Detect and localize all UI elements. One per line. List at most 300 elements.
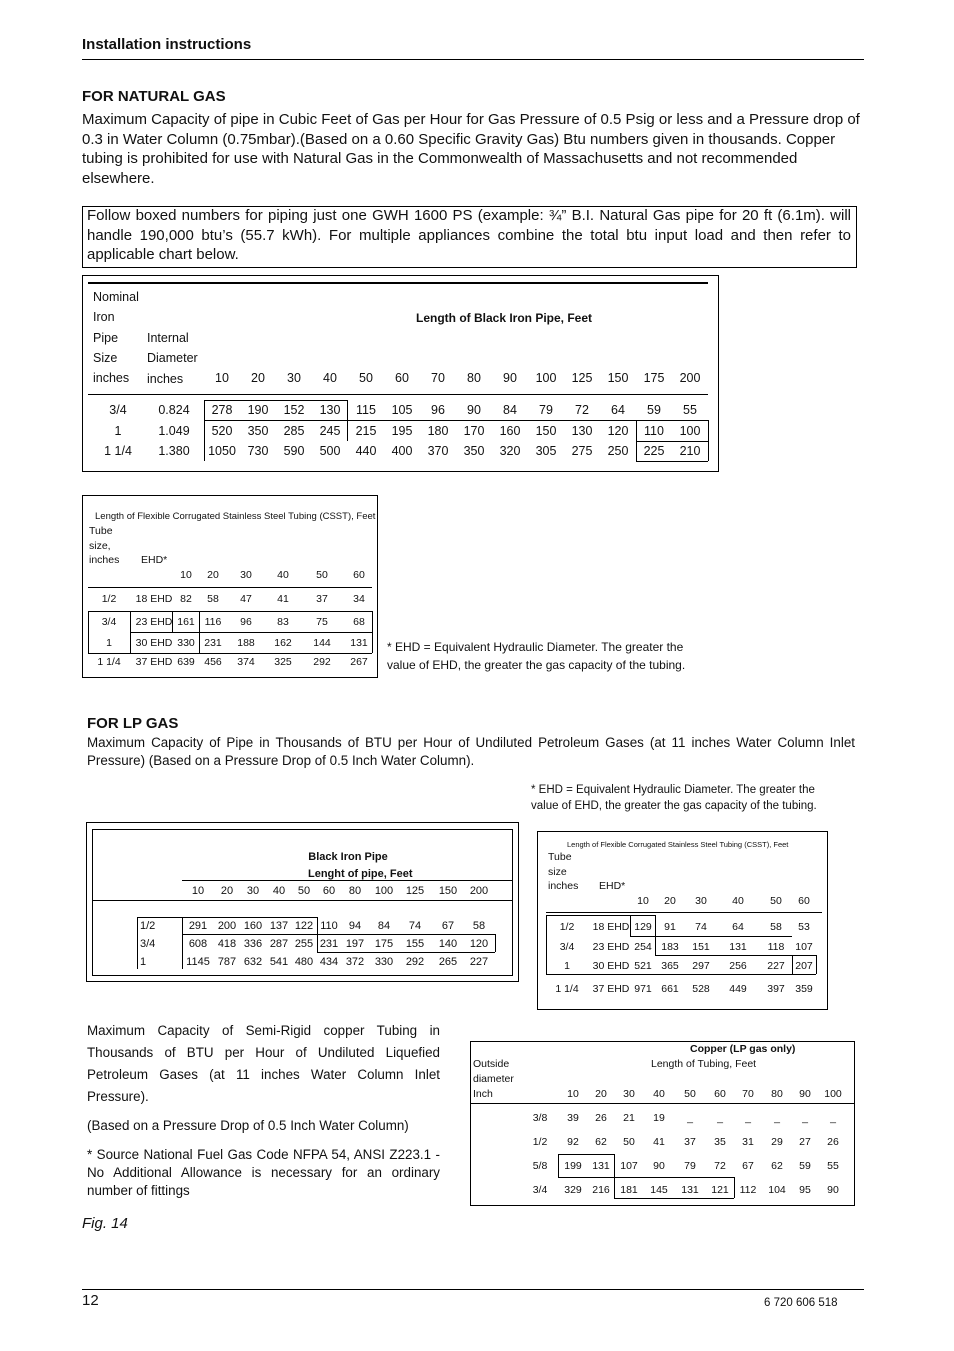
ng-iron-cell: 100 xyxy=(679,424,701,438)
ng-csst-cell: 96 xyxy=(240,616,252,628)
ng-iron-cell: 350 xyxy=(247,424,269,438)
lp-csst-title: Length of Flexible Corrugated Stainless Steel Tubing (CSST), Feet xyxy=(567,840,789,849)
lp-iron-cell: 227 xyxy=(469,956,489,968)
lp-csst-col2-header: EHD* xyxy=(599,880,626,892)
copper-length-header: 70 xyxy=(742,1088,754,1100)
ng-iron-col1-header: Pipe xyxy=(93,330,119,345)
lp-iron-cell: 608 xyxy=(188,938,208,950)
ng-csst-col1-header: Tube xyxy=(89,525,113,537)
ng-csst-cell: 456 xyxy=(204,656,222,668)
ng-csst-cell: 330 xyxy=(177,637,195,649)
box-rule xyxy=(546,974,816,975)
ng-csst-cell: 116 xyxy=(204,616,222,628)
ng-iron-col2-header: Internal xyxy=(147,331,189,345)
ng-iron-cell: 440 xyxy=(355,444,377,458)
box-rule xyxy=(204,400,347,401)
ng-csst-cell: 131 xyxy=(350,637,368,649)
lp-iron-length-header: 125 xyxy=(405,885,425,897)
lp-csst-row-size: 1 xyxy=(564,960,570,972)
ng-iron-cell: 1050 xyxy=(208,444,236,458)
lp-csst-cell: 58 xyxy=(770,921,782,933)
lp-iron-cell: 265 xyxy=(438,956,458,968)
ng-iron-col2-header: Diameter xyxy=(147,351,198,366)
copper-cell: _ xyxy=(774,1112,780,1124)
ng-iron-title: Length of Black Iron Pipe, Feet xyxy=(416,311,593,325)
ng-iron-cell: 590 xyxy=(283,444,305,458)
lp-iron-length-header: 30 xyxy=(246,885,260,897)
ng-iron-cell: 110 xyxy=(644,424,664,438)
copper-cell: 67 xyxy=(742,1160,754,1172)
lp-iron-cell: 287 xyxy=(269,938,289,950)
copper-cell: 26 xyxy=(595,1112,607,1124)
lp-iron-length-header: 50 xyxy=(297,885,311,897)
box-rule xyxy=(636,461,708,462)
copper-col1-header: diameter xyxy=(473,1073,514,1085)
ng-iron-length-header: 90 xyxy=(503,371,517,385)
ng-csst-cell: 58 xyxy=(207,593,219,605)
copper-cell: 19 xyxy=(653,1112,665,1124)
ng-iron-cell: 520 xyxy=(211,424,233,438)
ng-iron-row-size: 1 xyxy=(114,424,122,438)
copper-text-p3: * Source National Fuel Gas Code NFPA 54, ANSI Z223.1 - No Additional Allowance is necessary for an ordinary number of fittings xyxy=(87,1147,440,1198)
ng-csst-col2-header: EHD* xyxy=(141,554,168,566)
lp-iron-cell: 291 xyxy=(188,920,208,932)
box-rule xyxy=(546,915,547,974)
lp-csst-row-size: 3/4 xyxy=(559,941,575,953)
ng-csst-col1-header: size, xyxy=(89,539,111,552)
box-rule xyxy=(372,611,373,653)
ng-csst-cell: 267 xyxy=(350,656,368,668)
copper-cell: 131 xyxy=(592,1160,610,1172)
ng-csst-cell: 639 xyxy=(177,656,195,668)
ng-csst-title: Length of Flexible Corrugated Stainless Steel Tubing (CSST), Feet xyxy=(95,511,376,522)
lp-iron-row-size: 3/4 xyxy=(140,938,156,950)
lp-iron-subtitle: Lenght of pipe, Feet xyxy=(308,868,413,880)
ng-csst-cell: 41 xyxy=(277,593,289,605)
copper-cell: 107 xyxy=(620,1160,638,1172)
copper-cell: 112 xyxy=(739,1184,757,1196)
ng-csst-row-size: 1/2 xyxy=(101,593,117,605)
copper-cell: 329 xyxy=(564,1184,582,1196)
ng-csst-row-ehd: 23 EHD xyxy=(135,616,173,628)
ng-csst-row-ehd: 37 EHD xyxy=(135,656,173,668)
ng-iron-col1-header: inches xyxy=(93,371,130,386)
box-rule xyxy=(655,915,656,955)
lp-iron-cell: 372 xyxy=(345,956,365,968)
lp-csst-row-ehd: 30 EHD xyxy=(592,960,630,972)
copper-row-size: 3/8 xyxy=(532,1112,548,1124)
ng-iron-cell: 305 xyxy=(535,444,557,458)
ng-iron-length-header: 40 xyxy=(323,371,337,385)
ng-csst-length-header: 50 xyxy=(316,569,328,581)
ng-iron-cell: 500 xyxy=(319,444,341,458)
lp-iron-cell: 110 xyxy=(320,920,338,932)
lp-iron-cell: 137 xyxy=(269,920,289,932)
lp-csst-length-header: 40 xyxy=(732,895,744,907)
lp-csst-cell: 449 xyxy=(729,983,747,995)
copper-cell: 92 xyxy=(567,1136,579,1148)
copper-cell: 35 xyxy=(714,1136,726,1148)
ng-csst-cell: 188 xyxy=(237,637,255,649)
box-rule xyxy=(182,917,183,969)
box-rule xyxy=(558,1154,559,1177)
lp-iron-cell: 292 xyxy=(405,956,425,968)
lp-csst-length-header: 30 xyxy=(695,895,707,907)
lp-csst-cell: 227 xyxy=(767,960,785,972)
copper-cell: 145 xyxy=(650,1184,668,1196)
lp-iron-cell: 632 xyxy=(243,956,263,968)
copper-row-size: 5/8 xyxy=(532,1160,548,1172)
lp-iron-cell: 336 xyxy=(243,938,263,950)
lp-iron-length-header: 80 xyxy=(348,885,362,897)
ng-iron-col1-header: Nominal xyxy=(93,290,139,304)
natural-gas-intro: Maximum Capacity of pipe in Cubic Feet of Gas per Hour for Gas Pressure of 0.5 Psig or less and a Pressure drop of 0.3 in Water Column (0.75mbar).(Based on a 0.60 Specific Gravity Gas) Btu numbers given in thousands. Copper tubing is prohibited for use with Natural Gas in the Commonwealth of Massachusetts and not recommended elsewhere. xyxy=(82,111,860,187)
copper-cell: _ xyxy=(802,1112,808,1124)
ng-iron-length-header: 60 xyxy=(395,371,409,385)
box-rule xyxy=(172,611,199,612)
natural-gas-heading: FOR NATURAL GAS xyxy=(82,88,226,105)
lp-csst-row-ehd: 23 EHD xyxy=(592,941,630,953)
lp-csst-length-header: 60 xyxy=(798,895,810,907)
lp-csst-cell: 74 xyxy=(695,921,707,933)
copper-cell: 27 xyxy=(799,1136,811,1148)
box-rule xyxy=(137,917,138,969)
ng-iron-cell: 225 xyxy=(643,444,665,458)
lp-csst-cell: 297 xyxy=(692,960,710,972)
box-rule xyxy=(347,400,348,441)
lp-csst-row-size: 1 1/4 xyxy=(555,983,579,995)
box-rule xyxy=(182,934,317,935)
lp-csst-cell: 107 xyxy=(795,941,813,953)
lp-iron-title: Black Iron Pipe xyxy=(308,851,388,863)
lp-iron-cell: 541 xyxy=(269,956,289,968)
ng-csst-row-ehd: 30 EHD xyxy=(135,637,173,649)
box-rule xyxy=(546,912,822,913)
copper-cell: 121 xyxy=(711,1184,729,1196)
lp-csst-cell: 397 xyxy=(767,983,785,995)
ng-iron-col2-header: inches xyxy=(147,371,184,386)
ng-iron-cell: 730 xyxy=(247,444,269,458)
copper-text-p1: Maximum Capacity of Semi-Rigid copper Tubing in Thousands of BTU per Hour of Undiluted Liquefied Petroleum Gases (at 11 inches Water Column Inlet Pressure). xyxy=(87,1023,440,1104)
copper-cell: 62 xyxy=(595,1136,607,1148)
lp-iron-cell: 58 xyxy=(472,920,486,932)
ng-iron-cell: 120 xyxy=(607,424,629,438)
lp-iron-row-size: 1 xyxy=(140,956,147,968)
lp-csst-cell: 64 xyxy=(732,921,744,933)
copper-cell: _ xyxy=(830,1112,836,1124)
copper-cell: 50 xyxy=(623,1136,635,1148)
copper-cell: 90 xyxy=(827,1184,839,1196)
lp-ehd-note-line1: * EHD = Equivalent Hydraulic Diameter. The greater the xyxy=(531,784,815,796)
figure-label: Fig. 14 xyxy=(82,1215,128,1232)
box-rule xyxy=(655,955,816,956)
section-header: Installation instructions xyxy=(82,36,252,53)
copper-subtitle: Length of Tubing, Feet xyxy=(651,1058,757,1070)
box-rule xyxy=(317,952,495,953)
copper-cell: 95 xyxy=(799,1184,811,1196)
ng-iron-length-header: 30 xyxy=(287,371,301,385)
lp-csst-length-header: 20 xyxy=(664,895,676,907)
ng-iron-cell: 285 xyxy=(283,424,305,438)
ng-iron-length-header: 200 xyxy=(679,371,701,385)
copper-cell: 90 xyxy=(653,1160,665,1172)
lp-iron-length-header: 150 xyxy=(438,885,458,897)
lp-iron-cell: 200 xyxy=(217,920,237,932)
copper-cell: 59 xyxy=(799,1160,811,1172)
lp-ehd-note xyxy=(531,782,817,814)
lp-csst-col1-header: inches xyxy=(548,880,579,892)
ng-iron-length-header: 10 xyxy=(215,371,229,385)
copper-cell: 29 xyxy=(771,1136,783,1148)
lp-csst-cell: 91 xyxy=(664,921,676,933)
ng-csst-cell: 292 xyxy=(313,656,331,668)
doc-number: 6 720 606 518 xyxy=(764,1297,838,1309)
ng-iron-cell: 190 xyxy=(247,403,269,417)
ng-iron-row-diameter: 1.380 xyxy=(158,444,190,458)
ng-iron-cell: 210 xyxy=(679,444,701,458)
ng-csst-cell: 75 xyxy=(316,616,328,628)
ng-iron-cell: 79 xyxy=(539,403,553,417)
lp-iron-cell: 67 xyxy=(441,920,455,932)
box-rule xyxy=(636,420,637,461)
copper-cell: 79 xyxy=(684,1160,696,1172)
copper-length-header: 100 xyxy=(824,1088,842,1100)
ng-iron-col1-header: Iron xyxy=(93,310,115,325)
box-rule xyxy=(734,1177,735,1198)
ng-iron-cell: 90 xyxy=(467,403,481,417)
box-rule xyxy=(558,1154,614,1155)
footer-rule xyxy=(82,1289,864,1290)
ng-iron-row-diameter: 1.049 xyxy=(158,424,190,438)
box-rule xyxy=(92,900,513,901)
ng-iron-cell: 64 xyxy=(611,403,625,417)
box-rule xyxy=(636,441,708,442)
copper-cell: 72 xyxy=(714,1160,726,1172)
ng-csst-cell: 37 xyxy=(316,593,328,605)
ng-csst-cell: 231 xyxy=(204,637,222,649)
copper-cell: 55 xyxy=(827,1160,839,1172)
ng-iron-cell: 84 xyxy=(503,403,517,417)
box-rule xyxy=(317,917,318,952)
box-rule xyxy=(708,420,709,461)
ng-iron-length-header: 80 xyxy=(467,371,481,385)
ng-ehd-note-line1: * EHD = Equivalent Hydraulic Diameter. The greater the xyxy=(387,640,684,654)
lp-iron-cell: 330 xyxy=(374,956,394,968)
copper-length-header: 30 xyxy=(623,1088,635,1100)
ng-iron-top-rule xyxy=(88,282,708,284)
lp-iron-row-size: 1/2 xyxy=(140,920,156,932)
ng-ehd-note-line2: value of EHD, the greater the gas capacity of the tubing. xyxy=(387,658,686,672)
ng-ehd-note xyxy=(387,638,685,674)
box-rule xyxy=(792,955,793,974)
lp-iron-cell: 197 xyxy=(345,938,365,950)
ng-csst-length-header: 30 xyxy=(240,569,252,581)
lp-gas-intro: Maximum Capacity of Pipe in Thousands of BTU per Hour of Undiluted Petroleum Gases (at 11 inches Water Column Inlet Pressure) (Based on a Pressure Drop of 0.5 Inch Water Column). xyxy=(87,735,855,768)
lp-iron-cell: 94 xyxy=(348,920,362,932)
box-rule xyxy=(495,934,496,952)
lp-iron-cell: 122 xyxy=(294,920,314,932)
lp-csst-cell: 359 xyxy=(795,983,813,995)
lp-csst-cell: 183 xyxy=(661,941,679,953)
lp-csst-row-ehd: 18 EHD xyxy=(592,921,630,933)
lp-csst-cell: 118 xyxy=(767,941,785,953)
copper-length-header: 60 xyxy=(714,1088,726,1100)
copper-cell: 39 xyxy=(567,1112,579,1124)
ng-csst-cell: 34 xyxy=(353,593,365,605)
lp-iron-cell: 255 xyxy=(294,938,314,950)
ng-iron-cell: 320 xyxy=(499,444,521,458)
lp-iron-length-header: 10 xyxy=(191,885,205,897)
lp-csst-cell: 521 xyxy=(634,960,652,972)
ng-iron-cell: 96 xyxy=(431,403,445,417)
lp-iron-cell: 175 xyxy=(374,938,394,950)
lp-iron-inner xyxy=(92,829,513,976)
copper-cell: 181 xyxy=(620,1184,638,1196)
ng-iron-cell: 150 xyxy=(535,424,557,438)
ng-iron-length-header: 150 xyxy=(607,371,629,385)
copper-cell: _ xyxy=(717,1112,723,1124)
box-rule xyxy=(172,611,173,632)
ng-iron-length-header: 70 xyxy=(431,371,445,385)
ng-iron-head-rule xyxy=(88,394,708,395)
copper-length-header: 20 xyxy=(595,1088,607,1100)
box-rule xyxy=(614,1154,615,1198)
lp-iron-cell: 231 xyxy=(319,938,339,950)
lp-gas-heading: FOR LP GAS xyxy=(87,715,179,732)
box-rule xyxy=(546,915,655,916)
ng-iron-row-size: 1 1/4 xyxy=(104,444,132,458)
lp-iron-cell: 140 xyxy=(438,938,458,950)
copper-cell: 26 xyxy=(827,1136,839,1148)
copper-length-header: 90 xyxy=(799,1088,811,1100)
ng-iron-cell: 130 xyxy=(571,424,593,438)
copper-cell: 62 xyxy=(771,1160,783,1172)
ng-iron-cell: 278 xyxy=(211,403,233,417)
ng-iron-length-header: 50 xyxy=(359,371,373,385)
ng-csst-row-size: 1 xyxy=(106,637,112,649)
box-rule xyxy=(137,917,182,918)
box-rule xyxy=(199,632,372,633)
ng-csst-cell: 325 xyxy=(274,656,292,668)
page-number: 12 xyxy=(82,1292,99,1309)
lp-iron-cell: 1145 xyxy=(186,956,210,968)
ng-iron-col1-header: Size xyxy=(93,350,118,365)
box-rule xyxy=(317,934,495,935)
copper-cell: 199 xyxy=(564,1160,582,1172)
ng-iron-cell: 115 xyxy=(356,403,376,417)
ng-csst-length-header: 40 xyxy=(277,569,289,581)
lp-csst-cell: 129 xyxy=(634,921,652,933)
lp-csst-cell: 661 xyxy=(661,983,679,995)
lp-iron-cell: 84 xyxy=(377,920,391,932)
lp-csst-cell: 256 xyxy=(729,960,747,972)
box-rule xyxy=(558,1177,734,1178)
copper-cell: 37 xyxy=(684,1136,696,1148)
ng-csst-col1-header: inches xyxy=(89,554,120,566)
ng-iron-cell: 105 xyxy=(391,403,413,417)
ng-iron-cell: 215 xyxy=(355,424,377,438)
boxed-note: Follow boxed numbers for piping just one GWH 1600 PS (example: ¾” B.I. Natural Gas pipe for 20 ft (6.1m). will handle 190,000 btu’s (55.7 kWh). For multiple appliances combine the total btu input load and then refer to applicable chart below. xyxy=(87,207,851,263)
ng-csst-length-header: 20 xyxy=(207,569,219,581)
lp-iron-cell: 74 xyxy=(408,920,422,932)
box-rule xyxy=(88,587,372,588)
box-rule xyxy=(88,611,89,653)
ng-csst-cell: 47 xyxy=(240,593,252,605)
copper-cell: 21 xyxy=(623,1112,635,1124)
ng-iron-cell: 59 xyxy=(647,403,661,417)
lp-csst-cell: 971 xyxy=(634,983,652,995)
ng-csst-cell: 161 xyxy=(177,616,195,628)
copper-cell: _ xyxy=(687,1112,693,1124)
box-rule xyxy=(182,880,513,881)
copper-col1-header: Inch xyxy=(473,1088,493,1100)
lp-iron-cell: 787 xyxy=(217,956,237,968)
box-rule xyxy=(182,917,317,918)
lp-csst-length-header: 10 xyxy=(637,895,649,907)
ng-iron-length-header: 125 xyxy=(571,371,593,385)
lp-ehd-note-line2: value of EHD, the greater the gas capacity of the tubing. xyxy=(531,800,817,812)
box-rule xyxy=(347,420,708,421)
ng-csst-cell: 374 xyxy=(237,656,255,668)
copper-col1-header: Outside xyxy=(473,1058,510,1070)
box-rule xyxy=(630,915,631,936)
ng-iron-cell: 250 xyxy=(607,444,629,458)
copper-title: Copper (LP gas only) xyxy=(690,1043,796,1055)
lp-iron-length-header: 200 xyxy=(469,885,489,897)
ng-iron-cell: 195 xyxy=(391,424,413,438)
ng-iron-length-header: 100 xyxy=(535,371,557,385)
lp-csst-cell: 528 xyxy=(692,983,710,995)
ng-csst-cell: 68 xyxy=(353,616,365,628)
ng-csst-cell: 83 xyxy=(277,616,289,628)
ng-iron-length-header: 20 xyxy=(251,371,265,385)
box-rule xyxy=(630,936,792,937)
box-rule xyxy=(614,1198,734,1199)
ng-iron-cell: 72 xyxy=(575,403,589,417)
lp-iron-length-header: 20 xyxy=(220,885,234,897)
copper-cell: 216 xyxy=(592,1184,610,1196)
lp-csst-cell: 151 xyxy=(692,941,710,953)
lp-csst-col1-header: Tube xyxy=(548,851,572,863)
lp-iron-length-header: 40 xyxy=(272,885,286,897)
ng-iron-row-diameter: 0.824 xyxy=(158,403,190,417)
lp-iron-cell: 160 xyxy=(243,920,263,932)
ng-iron-cell: 130 xyxy=(319,403,341,417)
lp-csst-cell: 254 xyxy=(634,941,652,953)
ng-iron-row-size: 3/4 xyxy=(109,403,127,417)
ng-iron-cell: 245 xyxy=(319,424,341,438)
ng-iron-cell: 275 xyxy=(571,444,593,458)
lp-csst-cell: 207 xyxy=(795,960,813,972)
ng-csst-row-ehd: 18 EHD xyxy=(135,593,173,605)
lp-iron-length-header: 60 xyxy=(322,885,336,897)
copper-length-header: 80 xyxy=(771,1088,783,1100)
ng-csst-length-header: 10 xyxy=(180,569,192,581)
ng-csst-cell: 144 xyxy=(313,637,331,649)
box-rule xyxy=(470,1103,855,1104)
ng-iron-length-header: 175 xyxy=(643,371,665,385)
copper-row-size: 1/2 xyxy=(532,1136,548,1148)
lp-iron-cell: 434 xyxy=(319,956,339,968)
box-rule xyxy=(204,420,347,421)
ng-csst-length-header: 60 xyxy=(353,569,365,581)
copper-row-size: 3/4 xyxy=(532,1184,548,1196)
copper-cell: _ xyxy=(745,1112,751,1124)
ng-csst-cell: 82 xyxy=(180,593,192,605)
copper-cell: 31 xyxy=(742,1136,754,1148)
copper-cell: 41 xyxy=(653,1136,665,1148)
box-rule xyxy=(88,653,372,654)
